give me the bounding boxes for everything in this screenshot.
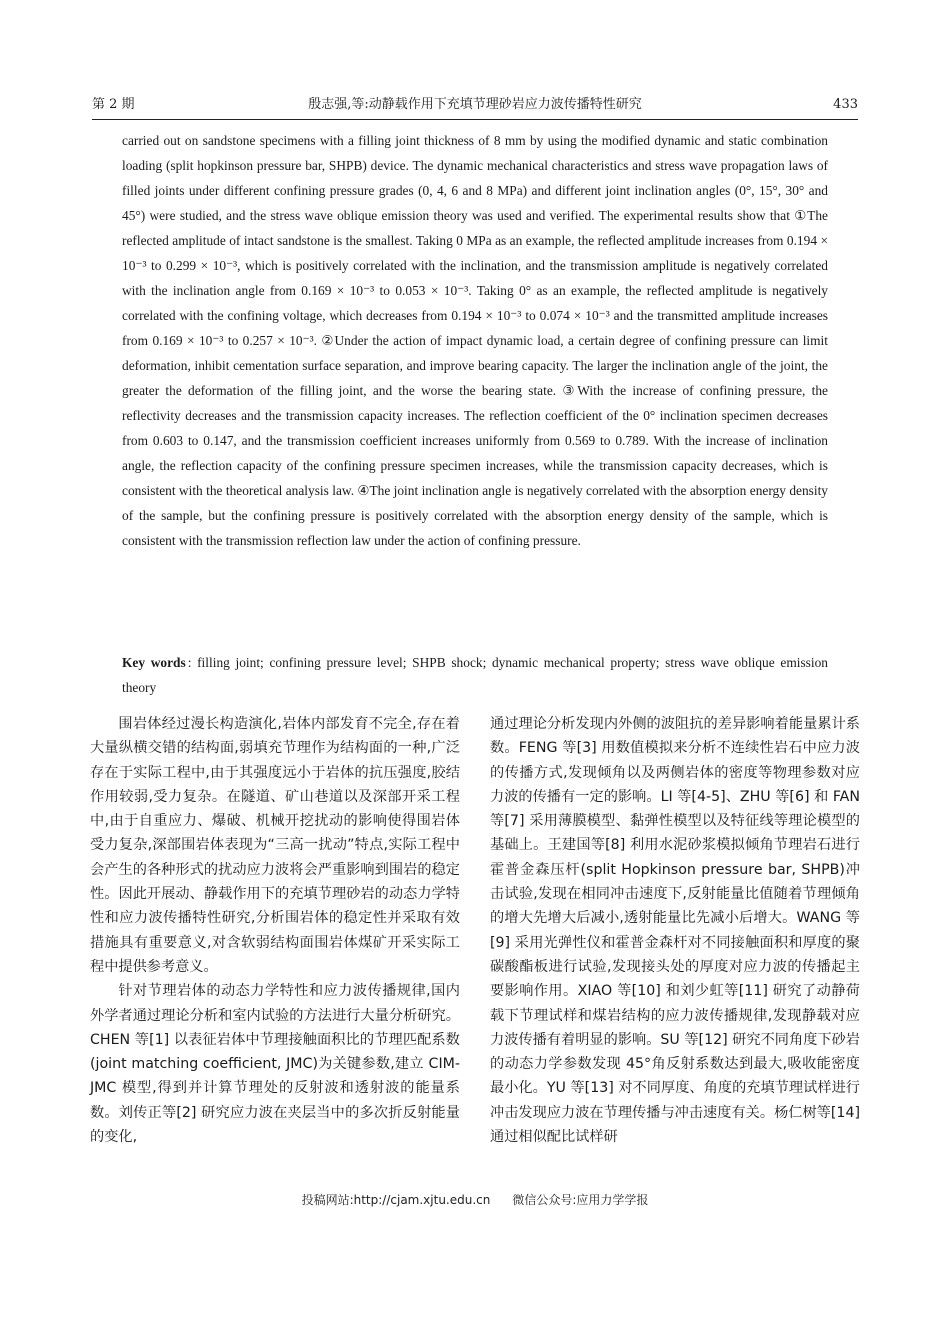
- running-head: [92, 95, 858, 119]
- keywords-label: Key words: [122, 655, 186, 670]
- journal-issue: 第 2 期: [92, 97, 135, 112]
- abstract-text: carried out on sandstone specimens with a filling joint thickness of 8 mm by using the modified dynamic and static combination loading (split hopkinson pressure bar, SHPB) device. The dynamic mechanical characteristics and stress wave propagation laws of filled joints under different confining pressure grades (0, 4, 6 and 8 MPa) and different joint inclination angles (0°, 15°, 30° and 45°) were studied, and the stress wave oblique emission theory was used and verified. The experimental results show that ①The reflected amplitude of intact sandstone is the smallest. Taking 0 MPa as an example, the reflected amplitude increases from 0.194 × 10⁻³ to 0.299 × 10⁻³, which is positively correlated with the inclination, and the transmission amplitude is negatively correlated with the inclination angle from 0.169 × 10⁻³ to 0.053 × 10⁻³. Taking 0° as an example, the reflected amplitude is negatively correlated with the confining voltage, which decreases from 0.194 × 10⁻³ to 0.074 × 10⁻³ and the transmitted amplitude increases from 0.169 × 10⁻³ to 0.257 × 10⁻³. ②Under the action of impact dynamic load, a certain degree of confining pressure can limit deformation, inhibit cementation surface separation, and improve bearing capacity. The larger the inclination angle of the joint, the greater the deformation of the filling joint, and the worse the bearing state. ③With the increase of confining pressure, the reflectivity decreases and the transmission capacity increases. The reflection coefficient of the 0° inclination specimen decreases from 0.603 to 0.147, and the transmission coefficient increases uniformly from 0.569 to 0.789. With the increase of inclination angle, the reflection capacity of the confining pressure specimen increases, while the transmission capacity decreases, which is consistent with the theoretical analysis law. ④The joint inclination angle is negatively correlated with the absorption energy density of the sample, but the confining pressure is positively correlated with the absorption energy density of the sample, which is consistent with the transmission reflection law under the action of confining pressure.: [122, 133, 828, 548]
- body-left-column: [90, 712, 460, 1149]
- running-title: 殷志强,等:动静载作用下充填节理砂岩应力波传播特性研究: [308, 97, 642, 112]
- body-right-column: [490, 712, 860, 1149]
- submission-site: 投稿网站:http://cjam.xjtu.edu.cn: [301, 1193, 491, 1207]
- intro-paragraph-2-continued: 通过理论分析发现内外侧的波阻抗的差异影响着能量累计系数。FENG 等[3] 用数值模拟来分析不连续性岩石中应力波的传播方式,发现倾角以及两侧岩体的密度等物理参数对应力波的传播有一定的影响。LI 等[4-5]、ZHU 等[6] 和 FAN 等[7] 采用薄膜模型、黏弹性模型以及特征线等理论模型的基础上。王建国等[8] 利用水泥砂浆模拟倾角节理岩石进行霍普金森压杆(split Hopkinson pressure bar, SHPB)冲击试验,发现在相同冲击速度下,反射能量比值随着节理倾角的增大先增大后减小,透射能量比先减小后增大。WANG 等[9] 采用光弹性仪和霍普金森杆对不同接触面积和厚度的聚碳酸酯板进行试验,发现接头处的厚度对应力波的传播起主要影响作用。XIAO 等[10] 和刘少虹等[11] 研究了动静荷载下节理试样和煤岩结构的应力波传播规律,发现静载对应力波传播有着明显的影响。SU 等[12] 研究不同角度下砂岩的动态力学参数发现 45°角反射系数达到最大,吸收能密度最小化。YU 等[13] 对不同厚度、角度的充填节理试样进行冲击发现应力波在节理传播与冲击速度有关。杨仁树等[14] 通过相似配比试样研: [490, 716, 860, 1146]
- intro-paragraph-1: 围岩体经过漫长构造演化,岩体内部发育不完全,存在着大量纵横交错的结构面,弱填充节理作为结构面的一种,广泛存在于实际工程中,由于其强度远小于岩体的抗压强度,胶结作用较弱,受力复杂。在隧道、矿山巷道以及深部开采工程中,由于自重应力、爆破、机械开挖扰动的影响使得围岩体受力复杂,深部围岩体表现为“三高一扰动”特点,实际工程中会产生的各种形式的扰动应力波将会严重影响到围岩的稳定性。因此开展动、静载作用下的充填节理砂岩的动态力学特性和应力波传播特性研究,分析围岩体的稳定性并采取有效措施具有重要意义,对含软弱结构面围岩体煤矿开采实际工程中提供参考意义。: [90, 716, 460, 975]
- keywords: [122, 650, 828, 700]
- wechat-account: 微信公众号:应用力学学报: [512, 1193, 649, 1207]
- page-footer: [0, 1191, 950, 1209]
- header-divider: [92, 119, 858, 120]
- page-number: 433: [833, 97, 858, 112]
- keywords-list: : filling joint; confining pressure level; SHPB shock; dynamic mechanical property; stress wave oblique emission theory: [122, 655, 828, 695]
- intro-paragraph-2: 针对节理岩体的动态力学特性和应力波传播规律,国内外学者通过理论分析和室内试验的方法进行大量分析研究。CHEN 等[1] 以表征岩体中节理接触面积比的节理匹配系数(joint matching coefficient, JMC)为关键参数,建立 CIM-JMC 模型,得到并计算节理处的反射波和透射波的能量系数。刘传正等[2] 研究应力波在夹层当中的多次折反射能量的变化,: [90, 983, 460, 1146]
